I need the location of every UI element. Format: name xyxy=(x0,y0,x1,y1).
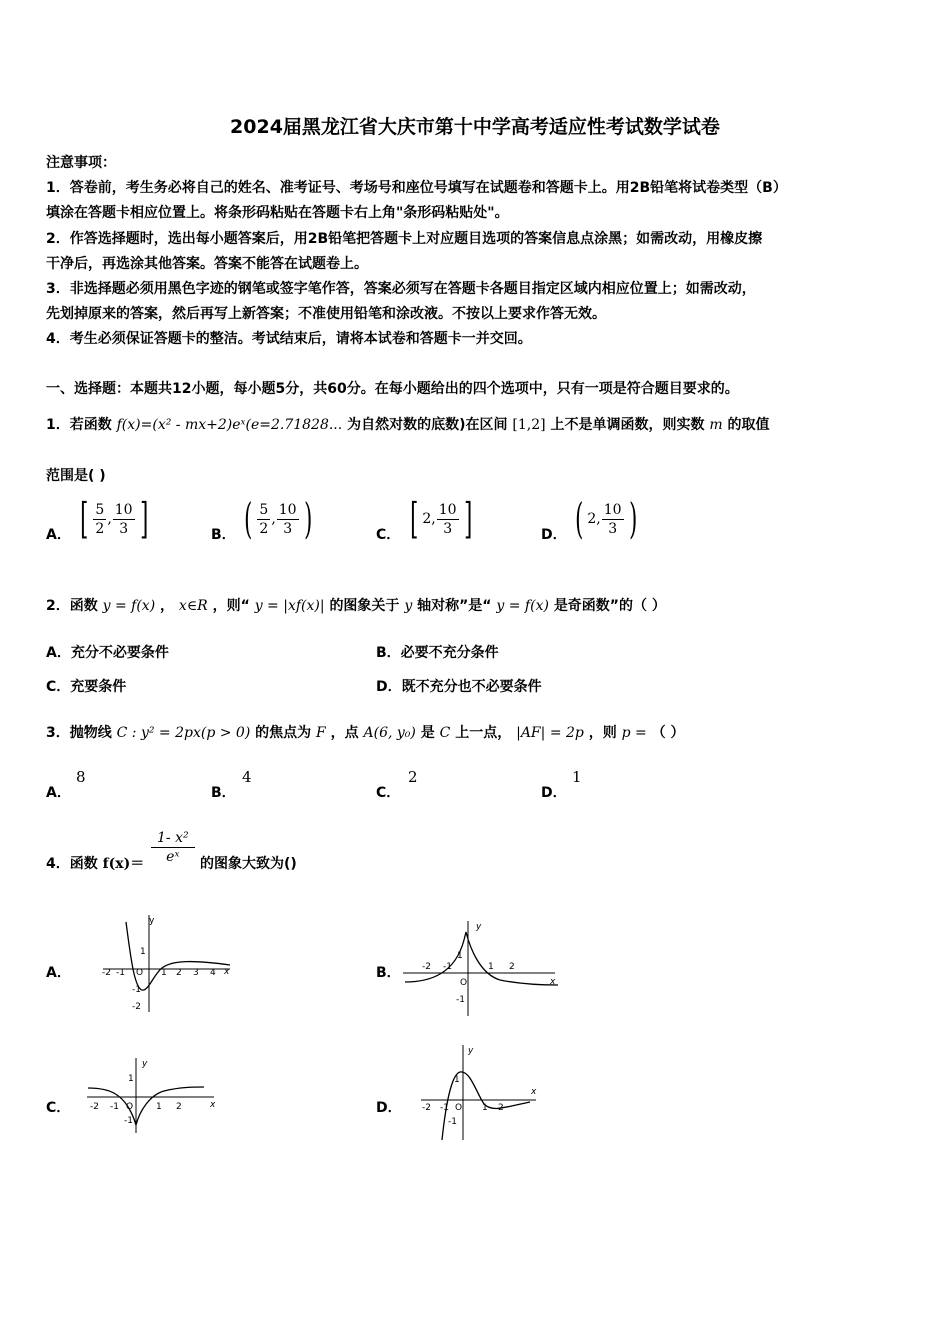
notice-line: 4．考生必须保证答题卡的整洁。考试结束后，请将本试卷和答题卡一并交回。 xyxy=(46,331,532,347)
q4-graph-a xyxy=(98,912,233,1014)
x-label: x xyxy=(531,1087,537,1097)
q4-option-d-letter[interactable]: D． xyxy=(376,1100,402,1116)
q2-f2: y = |xf(x)| xyxy=(254,598,325,614)
tick-label: 1 xyxy=(454,1075,460,1085)
y-label: y xyxy=(476,922,482,932)
q3-option-b-letter[interactable]: B． xyxy=(211,785,236,801)
q3-option-c-value: 2 xyxy=(408,768,418,786)
curve xyxy=(88,1087,204,1125)
q2-f1: y = f(x) xyxy=(102,598,156,614)
curve xyxy=(405,932,558,985)
q3-option-d-letter[interactable]: D． xyxy=(541,785,567,801)
tick-label: O xyxy=(455,1103,463,1113)
q2-prefix: 2．函数 xyxy=(46,598,98,614)
x-label: x xyxy=(210,1100,216,1110)
q3-af: |AF| = 2p xyxy=(516,725,584,741)
tick-label: -1 xyxy=(448,1117,457,1127)
tick-label: 2 xyxy=(498,1103,504,1113)
q1-middle: 为自然对数的底数)在区间 xyxy=(347,417,508,433)
notice-line: 3．非选择题必须用黑色字迹的钢笔或签字笔作答，答案必须写在答题卡各题目指定区域内相应位置上；如需改动， xyxy=(46,281,756,297)
tick-label: 2 xyxy=(176,1102,182,1112)
q1-option-d: ( 2, $\frac{10}{3}$ ) xyxy=(575,494,637,543)
q2-option-a[interactable]: A．充分不必要条件 xyxy=(46,645,169,661)
question-3: 3．抛物线 C : y² = 2px(p > 0) 的焦点为 F ，点 A(6, y₀) 是 C 上一点， |AF| = 2p ，则 p = （ ） xyxy=(46,725,685,741)
tick-label: 2 xyxy=(176,968,182,978)
tick-label: -1 xyxy=(116,968,125,978)
q1-option-a-letter[interactable]: A． xyxy=(46,527,71,543)
tick-label: 1 xyxy=(488,962,494,972)
q1-option-c-letter[interactable]: C． xyxy=(376,527,401,543)
q4-graph-d xyxy=(418,1042,538,1142)
q3-option-d-value: 1 xyxy=(572,768,582,786)
q1-interval: [1,2] xyxy=(512,417,546,433)
q3-option-a-letter[interactable]: A． xyxy=(46,785,71,801)
q3-parabola: C : y² = 2px(p > 0) xyxy=(116,725,251,741)
q1-option-d-letter[interactable]: D． xyxy=(541,527,567,543)
q4-option-a-letter[interactable]: A． xyxy=(46,965,71,981)
y-label: y xyxy=(468,1046,474,1056)
tick-label: -2 xyxy=(102,968,111,978)
tick-label: 3 xyxy=(193,968,199,978)
page-title: 2024届黑龙江省大庆市第十中学高考适应性考试数学试卷 xyxy=(230,116,720,138)
y-label: y xyxy=(149,916,155,926)
tick-label: -2 xyxy=(90,1102,99,1112)
q1-var: m xyxy=(709,417,723,433)
q2-option-c[interactable]: C．充要条件 xyxy=(46,679,127,695)
tick-label: 1 xyxy=(128,1074,134,1084)
tick-label: 1 xyxy=(140,947,146,957)
tick-label: -1 xyxy=(110,1102,119,1112)
q1-suffix: 上不是单调函数，则实数 xyxy=(550,417,705,433)
q1-formula: f(x)=(x² - mx+2)eˣ(e=2.71828... xyxy=(116,417,343,433)
notice-line: 先划掉原来的答案，然后再写上新答案；不准使用铅笔和涂改液。不按以上要求作答无效。 xyxy=(46,306,606,322)
tick-label: -2 xyxy=(132,1002,141,1012)
tick-label: 1 xyxy=(482,1103,488,1113)
q4-fraction: $\frac{\text{1- x²}}{\text{eˣ}}$ xyxy=(150,829,196,866)
tick-label: -1 xyxy=(443,962,452,972)
tick-label: -1 xyxy=(124,1116,133,1126)
tick-label: O xyxy=(460,978,468,988)
q1-option-b-letter[interactable]: B． xyxy=(211,527,236,543)
q4-option-b-letter[interactable]: B． xyxy=(376,965,401,981)
q2-option-b[interactable]: B．必要不充分条件 xyxy=(376,645,499,661)
question-1 xyxy=(46,414,769,434)
q4-fx: f(x)＝ xyxy=(102,856,145,872)
q3-point: A(6, y₀) xyxy=(363,725,416,741)
tick-label: 1 xyxy=(161,968,167,978)
x-label: x xyxy=(224,967,230,977)
q2-domain: x∈R xyxy=(178,598,208,614)
tick-label: -1 xyxy=(440,1103,449,1113)
notice-line: 填涂在答题卡相应位置上。将条形码粘贴在答题卡右上角"条形码粘贴处"。 xyxy=(46,205,509,221)
tick-label: 2 xyxy=(509,962,515,972)
tick-label: O xyxy=(126,1102,134,1112)
tick-label: -2 xyxy=(422,1103,431,1113)
section-header: 一、选择题：本题共12小题，每小题5分，共60分。在每小题给出的四个选项中，只有一项是符合题目要求的。 xyxy=(46,381,739,397)
q3-option-c-letter[interactable]: C． xyxy=(376,785,401,801)
q3-option-b-value: 4 xyxy=(242,768,252,786)
tick-label: -1 xyxy=(456,995,465,1005)
q3-option-a-value: 8 xyxy=(76,768,86,786)
q4-suffix: 的图象大致为() xyxy=(200,856,297,872)
q4-option-c-letter[interactable]: C． xyxy=(46,1100,71,1116)
q1-line2: 范围是( ) xyxy=(46,468,106,484)
question-2: 2．函数 y = f(x) ， x∈R ，则“ y = |xf(x)| 的图象关于 y 轴对称”是“ y = f(x) 是奇函数”的（ ） xyxy=(46,598,666,614)
q4-graph-c xyxy=(84,1055,219,1135)
tick-label: -1 xyxy=(132,985,141,995)
notice-line: 干净后，再选涂其他答案。答案不能答在试题卷上。 xyxy=(46,256,368,272)
q1-prefix: 1．若函数 xyxy=(46,417,112,433)
tick-label: -2 xyxy=(422,962,431,972)
notice-heading: 注意事项： xyxy=(46,155,116,171)
x-label: x xyxy=(550,977,556,987)
q1-suffix2: 的取值 xyxy=(727,417,770,433)
q1-option-c: [ 2, $\frac{10}{3}$ ] xyxy=(410,494,472,543)
q2-f3: y = f(x) xyxy=(496,598,549,614)
y-label: y xyxy=(142,1059,148,1069)
notice-line: 2．作答选择题时，选出每小题答案后，用2B铅笔把答题卡上对应题目选项的答案信息点涂黑；如需改动，用橡皮擦 xyxy=(46,231,763,247)
tick-label: O xyxy=(136,968,144,978)
q1-option-a: [ $\frac{5}{2}$ , $\frac{10}{3}$ ] xyxy=(80,494,148,543)
q1-option-b: ( $\frac{5}{2}$ , $\frac{10}{3}$ ) xyxy=(244,494,312,543)
q2-option-d[interactable]: D．既不充分也不必要条件 xyxy=(376,679,542,695)
q4-graph-b xyxy=(400,918,562,1018)
tick-label: 1 xyxy=(156,1102,162,1112)
tick-label: 1 xyxy=(457,951,463,961)
tick-label: 4 xyxy=(210,968,216,978)
question-4: 4．函数 f(x)＝ xyxy=(46,856,145,872)
notice-line: 1．答卷前，考生务必将自己的姓名、准考证号、考场号和座位号填写在试题卷和答题卡上。用2B铅笔将试卷类型（B） xyxy=(46,180,787,196)
